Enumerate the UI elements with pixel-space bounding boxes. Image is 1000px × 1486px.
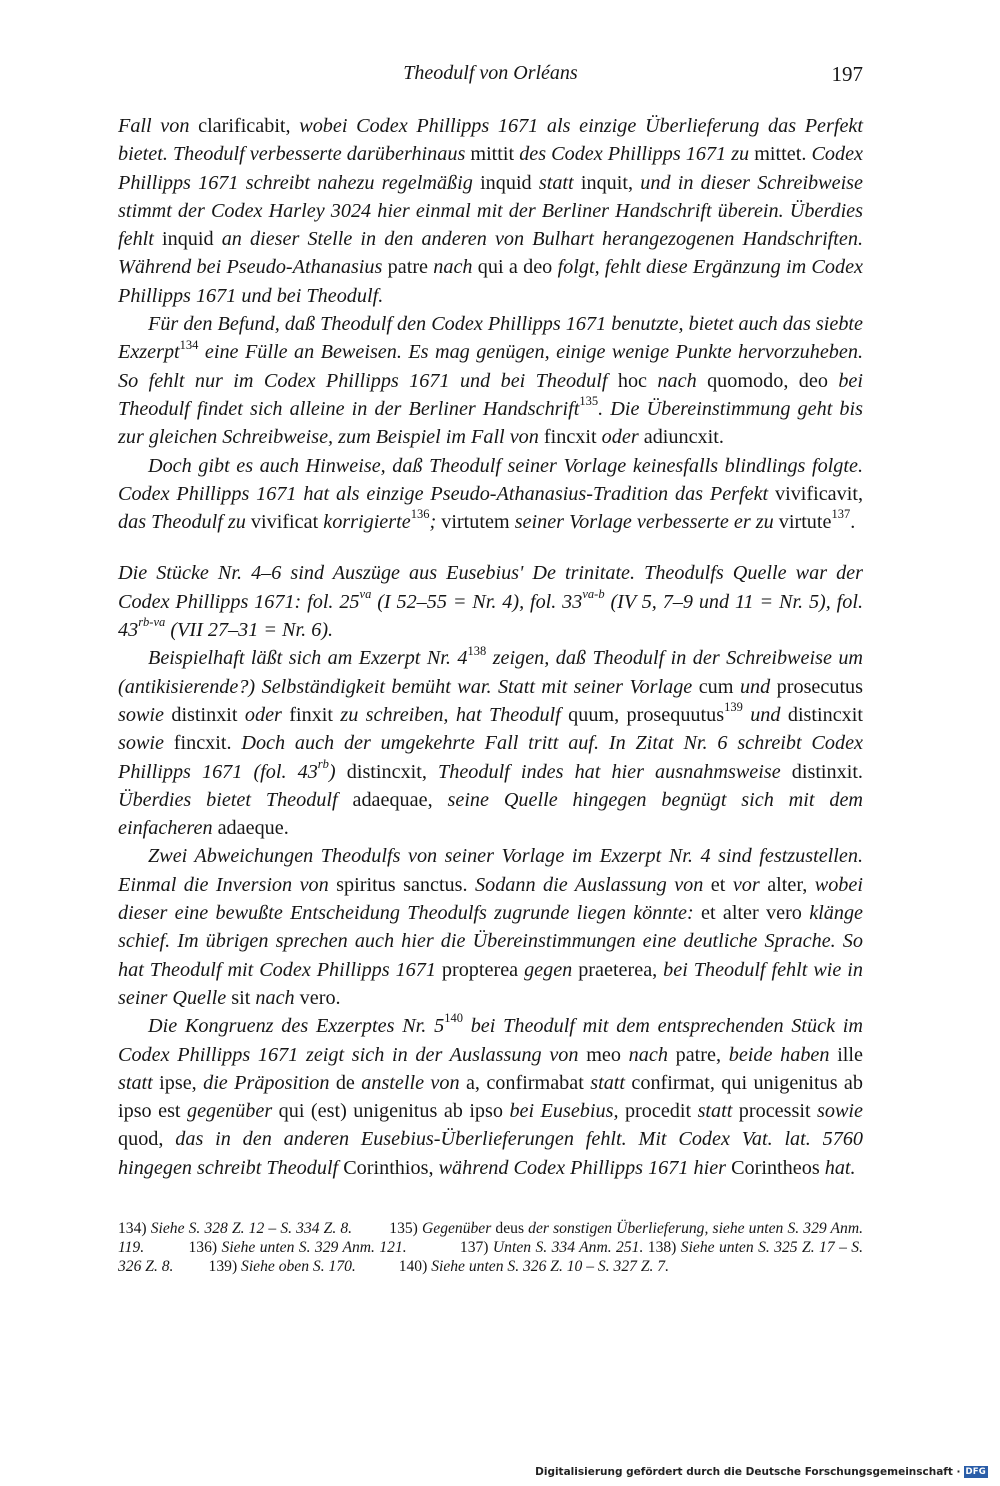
footnotes <box>118 1219 863 1277</box>
dfg-logo-icon: DFG <box>965 1467 986 1477</box>
paragraph: Doch gibt es auch Hinweise, daß Theodulf seiner Vorlage keinesfalls blindlings folgte. Codex Phillipps 1671 hat als einzige Pseudo-Athanasius-Tradition das Perfekt vivificavit, das Theodulf zu vivificat korrigierte$^{136}$; virtutem seiner Vorlage verbesserte er zu virtute$^{137}$. <box>118 454 864 534</box>
funding-notice <box>535 1466 988 1478</box>
paragraph: Die Stücke Nr. 4–6 sind Auszüge aus Eusebius' De trinitate. Theodulfs Quelle war der Codex Phillipps 1671: fol. $25^{va}$ (I 52–55 = Nr. 4), fol. $33^{va-b}$ (IV 5, 7–9 und 11 = Nr. 5), fol. $43^{rb-va}$ (VII 27–31 = Nr. 6). <box>118 562 864 642</box>
running-title: Theodulf von Orléans <box>403 62 578 84</box>
paragraph: Zwei Abweichungen Theodulfs von seiner Vorlage im Exzerpt Nr. 4 sind festzustellen. Einmal die Inversion von spiritus sanctus. Sodann die Auslassung von et vor alter, wobei dieser eine bewußte Entscheidung Theodulfs zugrunde liegen könnte: et alter vero klänge schief. Im übrigen sprechen auch hier die Übereinstimmungen eine deutliche Sprache. So hat Theodulf mit Codex Phillipps 1671 propterea gegen praeterea, bei Theodulf fehlt wie in seiner Quelle sit nach vero. <box>118 845 863 1009</box>
funding-notice-text: Digitalisierung gefördert durch die Deutsche Forschungsgemeinschaft · <box>535 1466 961 1478</box>
body-text <box>118 112 863 1182</box>
paragraph: Fall von clarificabit, wobei Codex Phillipps 1671 als einzige Überlieferung das Perfekt bietet. Theodulf verbesserte darüberhinaus mittit des Codex Phillipps 1671 zu mittet. Codex Phillipps 1671 schreibt nahezu regelmäßig inquid statt inquit, und in dieser Schreibweise stimmt der Codex Harley 3024 hier einmal mit der Berliner Handschrift überein. Überdies fehlt inquid an dieser Stelle in den anderen von Bulhart herangezogenen Handschriften. Während bei Pseudo-Athanasius patre nach qui a deo folgt, fehlt diese Ergänzung im Codex Phillipps 1671 und bei Theodulf. <box>118 115 864 307</box>
paragraph: Beispielhaft läßt sich am Exzerpt Nr. $4^{138}$ zeigen, daß Theodulf in der Schreibweise um (antikisierende?) Selbständigkeit bemüht war. Statt mit seiner Vorlage cum und prosecutus sowie distinxit oder finxit zu schreiben, hat Theodulf quum, prosequutus$^{139}$ und distincxit sowie fincxit. Doch auch der umgekehrte Fall tritt auf. In Zitat Nr. 6 schreibt Codex Phillipps 1671 (fol. $43^{rb}$) distincxit, Theodulf indes hat hier ausnahmsweise distinxit. Überdies bietet Theodulf adaequae, seine Quelle hingegen begnügt sich mit dem einfacheren adaeque. <box>118 643 864 840</box>
running-header <box>118 62 863 92</box>
footnote-block: 134) Siehe S. 328 Z. 12 – S. 334 Z. 8. 135) Gegenüber deus der sonstigen Überlieferung, siehe unten S. 329 Anm. 119. 136) Siehe unten S. 329 Anm. 121. 137) Unten S. 334 Anm. 251. 138) Siehe unten S. 325 Z. 17 – S. 326 Z. 8. 139) Siehe oben S. 170. 140) Siehe unten S. 326 Z. 10 – S. 327 Z. 7. <box>118 1220 863 1276</box>
paragraph: Für den Befund, daß Theodulf den Codex Phillipps 1671 benutzte, bietet auch das siebte Exzerpt$^{134}$ eine Fülle an Beweisen. Es mag genügen, einige wenige Punkte hervorzuheben. So fehlt nur im Codex Phillipps 1671 und bei Theodulf hoc nach quomodo, deo bei Theodulf findet sich alleine in der Berliner Handschrift$^{135}$. Die Übereinstimmung geht bis zur gleichen Schreibweise, zum Beispiel im Fall von fincxit oder adiuncxit. <box>118 313 863 449</box>
paragraph: Die Kongruenz des Exzerptes Nr. $5^{140}$ bei Theodulf mit dem entsprechenden Stück im Codex Phillipps 1671 zeigt sich in der Auslassung von meo nach patre, beide haben ille statt ipse, die Präposition de anstelle von a, confirmabat statt confirmat, qui unigenitus ab ipso est gegenüber qui (est) unigenitus ab ipso bei Eusebius, procedit statt processit sowie quod, das in den anderen Eusebius-Überlieferungen fehlt. Mit Codex Vat. lat. 5760 hingegen schreibt Theodulf Corinthios, während Codex Phillipps 1671 hier Corintheos hat. <box>118 1011 864 1179</box>
page-number: 197 <box>831 62 863 86</box>
